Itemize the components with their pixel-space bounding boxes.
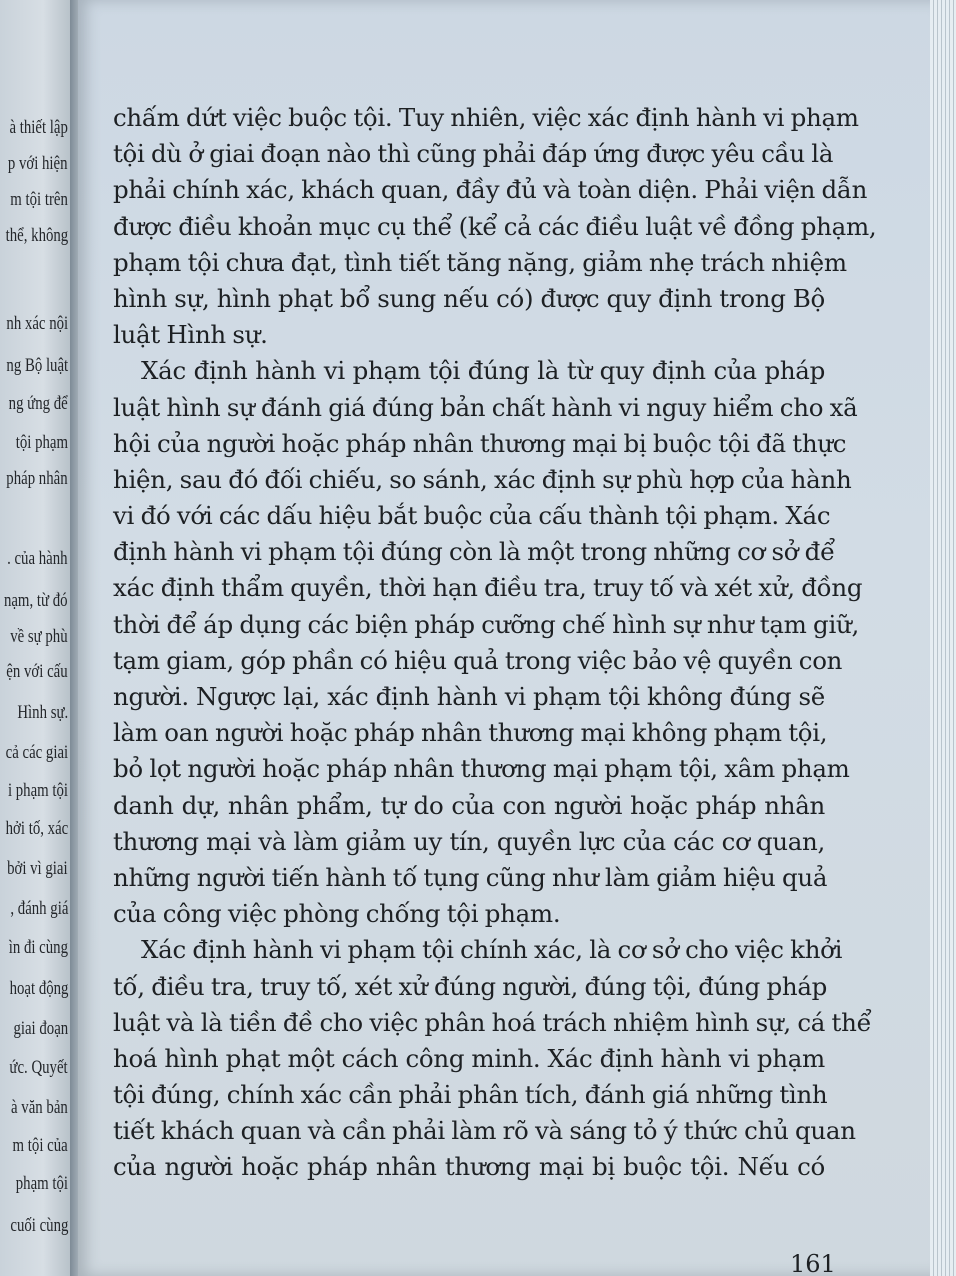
left-fragment: nạm, từ đó <box>4 590 68 611</box>
left-fragment: Hình sự. <box>17 702 68 723</box>
left-fragment: phạm tội <box>15 1173 68 1194</box>
text-line: tạm giam, góp phần có hiệu quả trong việc bảo vệ quyền con <box>113 645 843 675</box>
text-line: tiết khách quan và cần phải làm rõ và sáng tỏ ý thức chủ quan <box>113 1116 856 1146</box>
left-fragment: à văn bản <box>11 1097 68 1118</box>
text-line: thời để áp dụng các biện pháp cưỡng chế hình sự như tạm giữ, <box>113 609 859 639</box>
text-line: tội đúng, chính xác cần phải phân tích, đánh giá những tình <box>113 1080 828 1110</box>
left-fragment: p với hiện <box>8 153 68 174</box>
left-fragment: ng ứng để <box>8 393 68 414</box>
text-line: tội dù ở giai đoạn nào thì cũng phải đáp ứng được yêu cầu là <box>113 139 834 169</box>
text-line: hoá hình phạt một cách công minh. Xác định hành vi phạm <box>113 1043 825 1073</box>
text-line: chấm dứt việc buộc tội. Tuy nhiên, việc xác định hành vi phạm <box>113 103 859 132</box>
left-fragment: bởi vì giai <box>7 858 68 879</box>
text-line: Xác định hành vi phạm tội chính xác, là cơ sở cho việc khởi <box>141 935 843 965</box>
left-fragment: pháp nhân <box>6 468 68 489</box>
text-line: người. Ngược lại, xác định hành vi phạm tội không đúng sẽ <box>113 682 825 711</box>
left-fragment: ức. Quyết <box>9 1057 68 1078</box>
text-line: vi đó với các dấu hiệu bắt buộc của cấu thành tội phạm. Xác <box>113 501 831 531</box>
text-line: phạm tội chưa đạt, tình tiết tăng nặng, giảm nhẹ trách nhiệm <box>113 247 847 277</box>
text-line: những người tiến hành tố tụng cũng như làm giảm hiệu quả <box>113 862 828 892</box>
left-fragment: thể, không <box>5 225 68 246</box>
text-line: làm oan người hoặc pháp nhân thương mại không phạm tội, <box>113 718 828 748</box>
left-fragment: ện với cấu <box>6 661 68 682</box>
page-edges <box>930 0 956 1276</box>
left-fragment: giai đoạn <box>13 1018 68 1039</box>
left-fragment: cuối cùng <box>9 1215 68 1236</box>
text-line: hình sự, hình phạt bổ sung nếu có) được quy định trong Bộ <box>113 283 825 313</box>
text-line: xác định thẩm quyền, thời hạn điều tra, truy tố và xét xử, đồng <box>113 573 863 603</box>
text-line: định hành vi phạm tội đúng còn là một trong những cơ sở để <box>113 537 835 567</box>
left-fragment: cả các giai <box>5 742 68 763</box>
text-line: danh dự, nhân phẩm, tự do của con người hoặc pháp nhân <box>113 790 825 820</box>
text-line: tố, điều tra, truy tố, xét xử đúng người, đúng tội, đúng pháp <box>113 971 828 1001</box>
body-text <box>113 100 877 1186</box>
text-line: luật Hình sự. <box>113 320 268 350</box>
left-fragment: m tội của <box>12 1135 68 1156</box>
left-fragment: hởi tố, xác <box>5 818 68 839</box>
left-fragment: , đánh giá <box>9 898 68 919</box>
left-fragment: tội phạm <box>15 432 68 453</box>
left-fragment: hoạt động <box>9 978 68 999</box>
left-fragment: ng Bộ luật <box>6 355 68 376</box>
left-fragment: ìn đi cùng <box>8 937 68 958</box>
text-line: Xác định hành vi phạm tội đúng là từ quy định của pháp <box>141 356 825 386</box>
text-line: hội của người hoặc pháp nhân thương mại bị buộc tội đã thực <box>113 428 847 458</box>
left-fragment: về sự phù <box>10 626 68 647</box>
text-line: hiện, sau đó đối chiếu, so sánh, xác định sự phù hợp của hành <box>113 464 852 494</box>
left-fragment: à thiết lập <box>9 117 68 138</box>
text-line: luật hình sự đánh giá đúng bản chất hành vi nguy hiểm cho xã <box>113 392 858 422</box>
text-line: phải chính xác, khách quan, đầy đủ và toàn diện. Phải viện dẫn <box>113 175 868 205</box>
text-line: bỏ lọt người hoặc pháp nhân thương mại phạm tội, xâm phạm <box>113 754 850 784</box>
text-line: thương mại và làm giảm uy tín, quyền lực của các cơ quan, <box>113 826 825 856</box>
left-fragment: i phạm tội <box>7 780 68 801</box>
left-fragment: m tội trên <box>10 189 68 210</box>
text-line: luật và là tiền đề cho việc phân hoá trách nhiệm hình sự, cá thể <box>113 1007 872 1037</box>
page-number: 161 <box>790 1250 836 1276</box>
left-page <box>0 0 72 1276</box>
text-line: được điều khoản mục cụ thể (kể cả các điều luật về đồng phạm, <box>113 211 877 241</box>
left-fragment: . của hành <box>7 548 68 569</box>
text-line: của công việc phòng chống tội phạm. <box>113 899 561 929</box>
text-line: của người hoặc pháp nhân thương mại bị buộc tội. Nếu có <box>113 1152 825 1182</box>
left-fragment: nh xác nội <box>6 313 68 334</box>
